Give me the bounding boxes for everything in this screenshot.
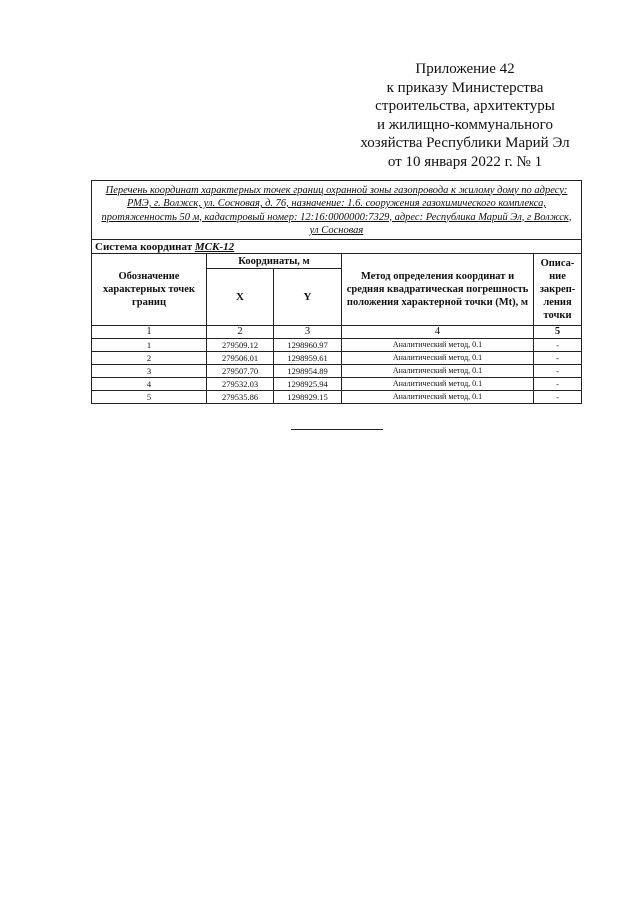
appendix-line: от 10 января 2022 г. № 1 bbox=[387, 153, 543, 170]
description-cell: - bbox=[534, 378, 582, 391]
table-row bbox=[92, 339, 582, 352]
appendix-line: Приложение 42 bbox=[415, 61, 515, 77]
y-cell: 1298959.61 bbox=[274, 352, 342, 365]
table-row bbox=[92, 365, 582, 378]
x-cell: 279509.12 bbox=[207, 339, 274, 352]
header-coords: Координаты, м bbox=[207, 254, 342, 269]
y-cell: 1298925.94 bbox=[274, 378, 342, 391]
column-number: 5 bbox=[534, 326, 582, 339]
caption-row bbox=[92, 181, 582, 240]
method-cell: Аналитический метод, 0.1 bbox=[342, 365, 534, 378]
table-caption: Перечень координат характерных точек границ охранной зоны газопровода к жилому дому по адресу: РМЭ, г. Волжск, ул. Сосновая, д. 76, назначение: 1.6. сооружения газохимического комплекса, протяженность 50 м, кадастровый номер: 12:16:0000000:7329, адрес: Республика Марий Эл, г Волжск, ул Сосновая bbox=[92, 181, 582, 240]
header-method: Метод определения координат и средняя квадратическая погрешность положения характерной точки (Mt), м bbox=[342, 254, 534, 326]
header-point: Обозначение характерных точек границ bbox=[92, 254, 207, 326]
description-cell: - bbox=[534, 365, 582, 378]
point-cell: 1 bbox=[92, 339, 207, 352]
table-row bbox=[92, 352, 582, 365]
coordinate-system-label: Система координат bbox=[95, 240, 193, 253]
column-number: 2 bbox=[207, 326, 274, 339]
point-cell: 4 bbox=[92, 378, 207, 391]
table-row bbox=[92, 391, 582, 404]
header-y: Y bbox=[274, 269, 342, 326]
coordinate-system-value: МСК-12 bbox=[194, 240, 235, 253]
column-number: 3 bbox=[274, 326, 342, 339]
description-cell: - bbox=[534, 391, 582, 404]
column-numbers-row bbox=[92, 326, 582, 339]
appendix-header bbox=[330, 60, 600, 171]
point-cell: 5 bbox=[92, 391, 207, 404]
signature-line bbox=[291, 429, 383, 430]
x-cell: 279507.70 bbox=[207, 365, 274, 378]
system-row bbox=[92, 240, 582, 254]
x-cell: 279506.01 bbox=[207, 352, 274, 365]
header-description: Описа-ние закреп-ления точки bbox=[534, 254, 582, 326]
x-cell: 279532.03 bbox=[207, 378, 274, 391]
y-cell: 1298954.89 bbox=[274, 365, 342, 378]
column-number: 4 bbox=[342, 326, 534, 339]
description-cell: - bbox=[534, 352, 582, 365]
appendix-line: и жилищно-коммунального bbox=[377, 116, 553, 133]
appendix-line: к приказу Министерства bbox=[386, 79, 544, 96]
header-x: X bbox=[207, 269, 274, 326]
appendix-line: хозяйства Республики Марий Эл bbox=[360, 135, 570, 151]
appendix-line: строительства, архитектуры bbox=[375, 98, 555, 114]
y-cell: 1298929.15 bbox=[274, 391, 342, 404]
point-cell: 2 bbox=[92, 352, 207, 365]
method-cell: Аналитический метод, 0.1 bbox=[342, 378, 534, 391]
coordinate-system bbox=[92, 240, 582, 254]
point-cell: 3 bbox=[92, 365, 207, 378]
table-row bbox=[92, 378, 582, 391]
column-number: 1 bbox=[92, 326, 207, 339]
description-cell: - bbox=[534, 339, 582, 352]
method-cell: Аналитический метод, 0.1 bbox=[342, 391, 534, 404]
method-cell: Аналитический метод, 0.1 bbox=[342, 352, 534, 365]
x-cell: 279535.86 bbox=[207, 391, 274, 404]
header-row bbox=[92, 254, 582, 269]
y-cell: 1298960.97 bbox=[274, 339, 342, 352]
coordinates-table bbox=[91, 180, 582, 404]
method-cell: Аналитический метод, 0.1 bbox=[342, 339, 534, 352]
